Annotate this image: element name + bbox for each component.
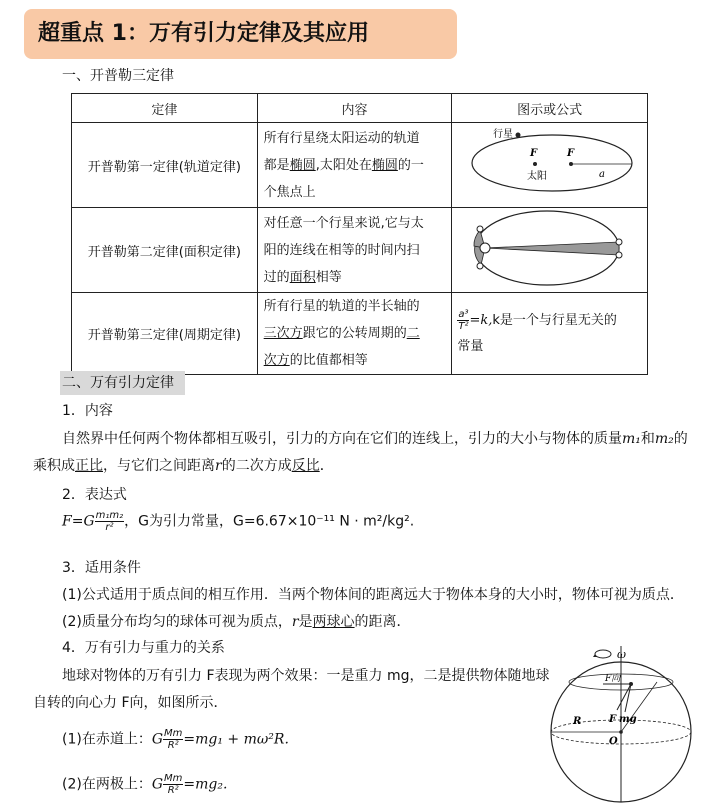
table-header-row bbox=[72, 94, 648, 123]
law-content: 对任意一个行星来说,它与太 阳的连线在相等的时间内扫 过的面积相等 bbox=[257, 208, 452, 293]
table-row bbox=[72, 293, 648, 375]
subheading-conditions: 3．适用条件 bbox=[62, 560, 141, 576]
svg-text:太阳: 太阳 bbox=[527, 171, 548, 182]
svg-text:R: R bbox=[573, 716, 582, 727]
svg-text:ω: ω bbox=[617, 648, 626, 661]
ellipse-orbit-figure bbox=[452, 123, 648, 208]
svg-text:F: F bbox=[567, 148, 575, 159]
equator-equation: (1)在赤道上：G $\frac{Mm}{\text{R²}}$ =mg₁ + mω²R. bbox=[62, 728, 289, 751]
period-law-formula: $\frac{\text{a³}}{\text{T²}}$ =k,k是一个与行星无关的 常量 bbox=[452, 293, 648, 375]
table-row bbox=[72, 208, 648, 293]
pole-equation: (2)在两极上：G $\frac{Mm}{\text{R²}}$ =mg₂. bbox=[62, 773, 228, 796]
area-law-figure bbox=[452, 208, 648, 293]
svg-text:F向: F向 bbox=[605, 674, 621, 684]
header-law: 定律 bbox=[72, 94, 258, 123]
svg-text:F: F bbox=[530, 148, 538, 159]
condition-2: (2)质量分布均匀的球体可视为质点，r是两球心的距离． bbox=[62, 614, 411, 630]
header-figure: 图示或公式 bbox=[452, 94, 648, 123]
kepler-table bbox=[71, 93, 648, 375]
law-name: 开普勒第二定律(面积定律) bbox=[72, 208, 258, 293]
law-content: 所有行星的轨道的半长轴的 三次方跟它的公转周期的二 次方的比值都相等 bbox=[257, 293, 452, 375]
orbit-diagram bbox=[457, 123, 637, 203]
svg-text:F: F bbox=[609, 714, 617, 725]
section-heading-kepler: 一、开普勒三定律 bbox=[62, 68, 174, 84]
table-row bbox=[72, 123, 648, 208]
gravity-text-line1: 地球对物体的万有引力 F表现为两个效果：一是重力 mg，二是提供物体随地球 bbox=[62, 668, 550, 684]
svg-text:a: a bbox=[599, 169, 606, 180]
paragraph-content-line1: 自然界中任何两个物体都相互吸引，引力的方向在它们的连线上，引力的大小与物体的质量m₁和m₂的 bbox=[62, 431, 688, 447]
svg-text:行星: 行星 bbox=[493, 129, 514, 140]
condition-1: (1)公式适用于质点间的相互作用．当两个物体间的距离远大于物体本身的大小时，物体可视为质点． bbox=[62, 587, 684, 603]
law-name: 开普勒第三定律(周期定律) bbox=[72, 293, 258, 375]
subheading-expression: 2．表达式 bbox=[62, 487, 127, 503]
header-content: 内容 bbox=[257, 94, 452, 123]
area-diagram bbox=[457, 208, 637, 288]
gravitation-formula: F=G $\frac{\text{m₁m₂}}{\text{r²}}$ ，G为引力常量，G=6.67×10⁻¹¹ N · m²/kg². bbox=[62, 510, 415, 533]
law-content: 所有行星绕太阳运动的轨道 都是椭圆,太阳处在椭圆的一 个焦点上 bbox=[257, 123, 452, 208]
earth-gravity-diagram bbox=[545, 644, 705, 804]
gravity-text-line2: 自转的向心力 F向，如图所示． bbox=[33, 695, 228, 711]
subheading-gravity-relation: 4．万有引力与重力的关系 bbox=[62, 640, 225, 656]
section-heading-gravitation: 二、万有引力定律 bbox=[60, 371, 185, 395]
formula-fraction: $\frac{\text{a³}}{\text{T²}}$ bbox=[458, 308, 469, 332]
paragraph-content-line2: 乘积成正比，与它们之间距离r的二次方成反比． bbox=[33, 458, 334, 474]
svg-text:O: O bbox=[609, 736, 618, 747]
law-name: 开普勒第一定律(轨道定律) bbox=[72, 123, 258, 208]
subheading-content: 1．内容 bbox=[62, 403, 113, 419]
page-title: 超重点 1：万有引力定律及其应用 bbox=[24, 9, 457, 59]
svg-text:mg: mg bbox=[619, 714, 637, 725]
